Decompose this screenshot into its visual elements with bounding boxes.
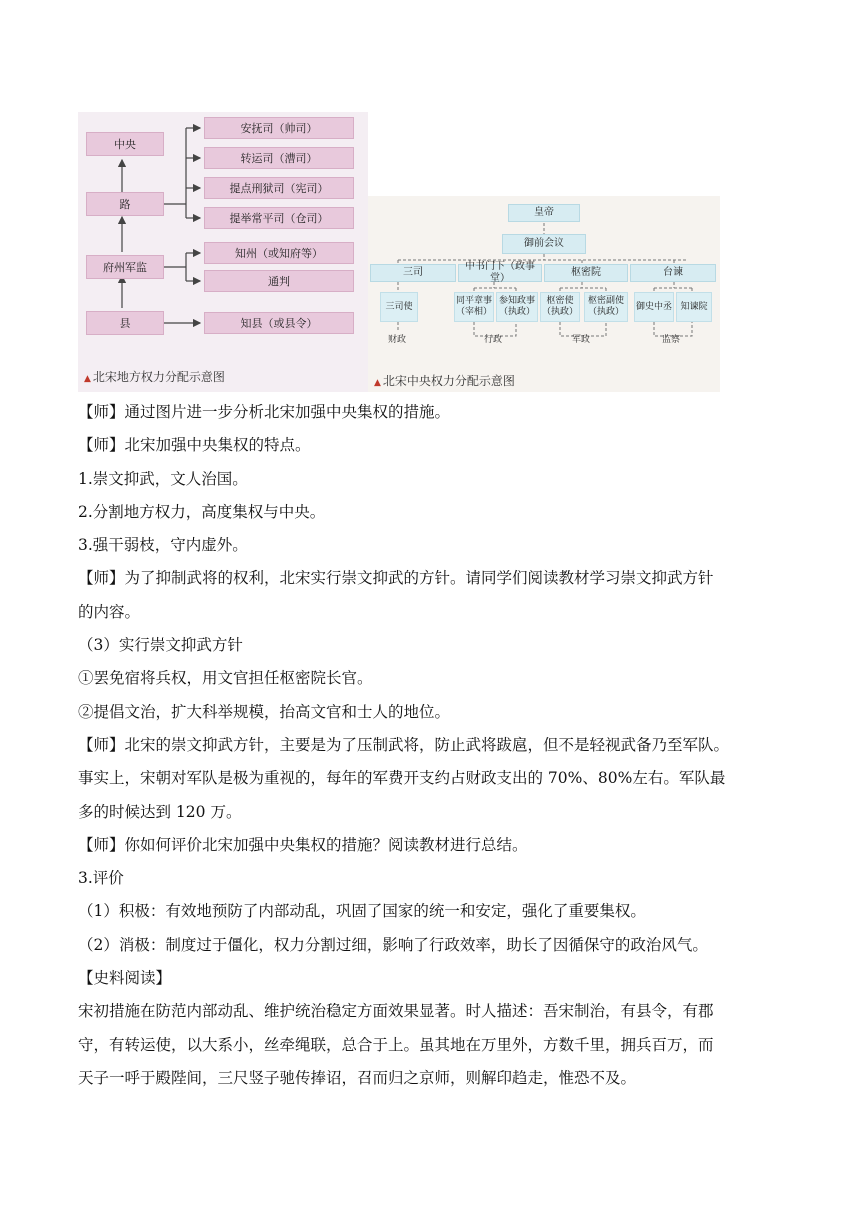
node-tongping: 同平章事（宰相） — [454, 292, 494, 322]
paragraph: 天子一呼于殿陛间，三尺竖子驰传捧诏，召而归之京师，则解印趋走，惟恐不及。 — [78, 1068, 637, 1087]
tag-admin: 行政 — [484, 335, 503, 345]
node-shumishi: 枢密使（执政） — [540, 292, 580, 322]
paragraph: 3.评价 — [78, 869, 124, 888]
node-zhixian: 知县（或县令） — [204, 312, 354, 334]
paragraph: （2）消极：制度过于僵化，权力分割过细，影响了行政效率，助长了因循保守的政治风气。 — [78, 935, 708, 954]
paragraph: 2.分割地方权力，高度集权与中央。 — [78, 502, 326, 521]
central-power-diagram — [368, 196, 720, 392]
left-caption-text: 北宋地方权力分配示意图 — [92, 370, 225, 384]
paragraph: 宋初措施在防范内部动乱、维护统治稳定方面效果显著。时人描述：吾宋制治，有县令，有郡 — [78, 1002, 714, 1021]
paragraph: 多的时候达到 120 万。 — [78, 802, 242, 821]
paragraph: （3）实行崇文抑武方针 — [78, 636, 243, 655]
paragraph: 【师】为了抑制武将的权利，北宋实行崇文抑武的方针。请同学们阅读教材学习崇文抑武方针 — [78, 569, 714, 588]
paragraph: 事实上，宋朝对军队是极为重视的，每年的军费开支约占财政支出的 70%、80%左右。军队最 — [78, 769, 726, 788]
paragraph: 【史料阅读】 — [78, 969, 172, 988]
node-tidian: 提点刑狱司（宪司） — [204, 177, 354, 199]
right-caption-text: 北宋中央权力分配示意图 — [382, 374, 515, 388]
node-prefecture: 府州军监 — [86, 255, 164, 279]
paragraph: （1）积极：有效地预防了内部动乱，巩固了国家的统一和安定，强化了重要集权。 — [78, 902, 646, 921]
node-zhongshu: 中书门下（政事堂） — [458, 264, 542, 282]
node-sansishi: 三司使 — [380, 292, 418, 322]
node-jianyuan: 知谏院 — [676, 292, 712, 322]
node-tiju: 提举常平司（仓司） — [204, 207, 354, 229]
node-county: 县 — [86, 311, 164, 335]
node-emperor: 皇帝 — [508, 204, 580, 222]
node-zhizhou: 知州（或知府等） — [204, 242, 354, 264]
paragraph: ①罢免宿将兵权，用文官担任枢密院长官。 — [78, 669, 373, 688]
paragraph: 【师】北宋加强中央集权的特点。 — [78, 436, 311, 455]
paragraph: 【师】你如何评价北宋加强中央集权的措施？阅读教材进行总结。 — [78, 835, 528, 854]
node-shumi: 枢密院 — [544, 264, 628, 282]
triangle-icon: ▲ — [84, 374, 91, 384]
node-anfu: 安抚司（帅司） — [204, 117, 354, 139]
node-route: 路 — [86, 192, 164, 216]
node-zhuanyun: 转运司（漕司） — [204, 147, 354, 169]
node-yushi: 御史中丞 — [634, 292, 674, 322]
node-shumifu: 枢密副使（执政） — [584, 292, 628, 322]
paragraph: 【师】北宋的崇文抑武方针，主要是为了压制武将，防止武将跋扈，但不是轻视武备乃至军队。 — [78, 735, 730, 754]
tag-military: 军政 — [572, 335, 591, 345]
left-figure-caption — [84, 368, 225, 385]
tag-supervision: 监察 — [662, 335, 681, 345]
right-figure-caption — [374, 372, 515, 389]
paragraph: 【师】通过图片进一步分析北宋加强中央集权的措施。 — [78, 403, 451, 421]
tag-finance: 财政 — [388, 335, 407, 345]
node-canzhi: 参知政事（执政） — [496, 292, 538, 322]
local-power-diagram — [78, 112, 368, 392]
triangle-icon: ▲ — [374, 378, 381, 388]
paragraph: 的内容。 — [78, 602, 141, 621]
paragraph: 1.崇文抑武，文人治国。 — [78, 469, 248, 488]
lesson-text — [78, 396, 790, 1095]
node-taijian: 台谏 — [630, 264, 716, 282]
node-center: 中央 — [86, 132, 164, 156]
paragraph: ②提倡文治，扩大科举规模，抬高文官和士人的地位。 — [78, 702, 451, 721]
node-council: 御前会议 — [502, 234, 586, 254]
node-tongpan: 通判 — [204, 270, 354, 292]
node-sansi: 三司 — [370, 264, 456, 282]
paragraph: 3.强干弱枝，守内虚外。 — [78, 536, 248, 555]
paragraph: 守，有转运使，以大系小，丝牵绳联，总合于上。虽其地在万里外，方数千里，拥兵百万，而 — [78, 1035, 714, 1054]
